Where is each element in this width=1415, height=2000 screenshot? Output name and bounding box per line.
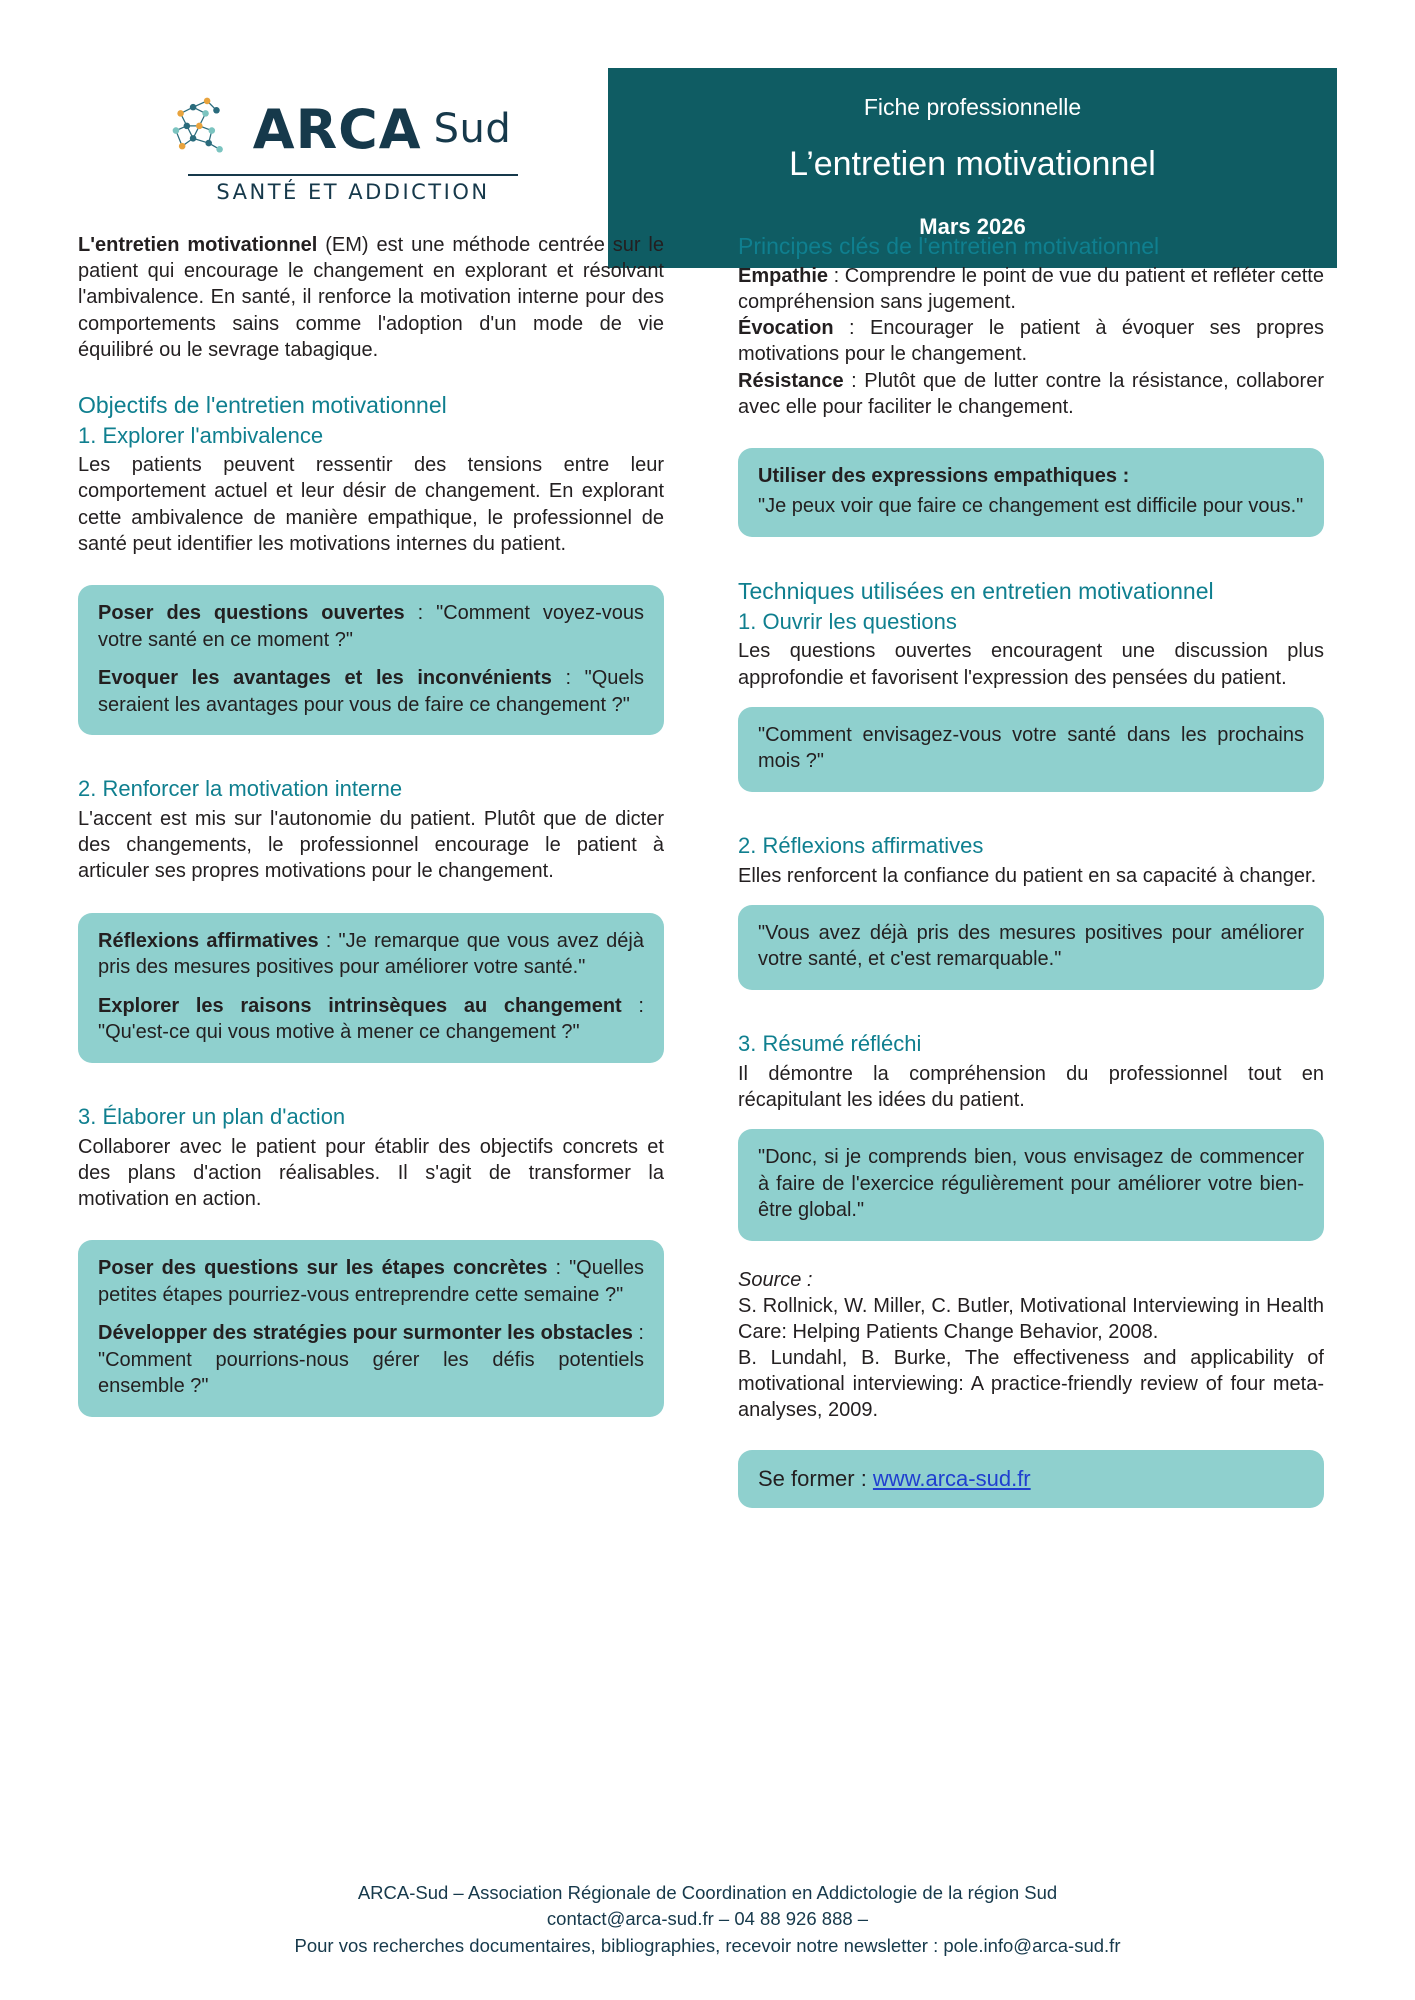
callout-text: "Je peux voir que faire ce changement est difficile pour vous." — [758, 495, 1304, 518]
objective-1-title: 1. Explorer l'ambivalence — [78, 422, 324, 448]
callout-objective-2 — [78, 913, 664, 1063]
principle-lead: Empathie — [738, 264, 829, 287]
logo-row — [165, 90, 511, 168]
callout-objective-1 — [78, 585, 664, 735]
objective-2-text: L'accent est mis sur l'autonomie du patient. Plutôt que de dicter des changements, le professionnel encourage le patient à articuler ses propres motivations pour le changement. — [78, 808, 664, 883]
principle-empathy — [738, 263, 1324, 315]
document-kicker: Fiche professionnelle — [863, 94, 1082, 120]
source-reference-2: B. Lundahl, B. Burke, The effectiveness and applicability of motivational interviewing: A practice-friendly review of four meta-analyses, 2009. — [738, 1347, 1324, 1422]
arca-sud-logo — [78, 68, 598, 204]
document-footer — [0, 1880, 1415, 1960]
content-columns — [78, 232, 1337, 1508]
arca-sud-website-link[interactable]: www.arca-sud.fr — [872, 1465, 1031, 1491]
callout-item — [98, 993, 644, 1046]
logo-name: ARCA — [252, 97, 422, 161]
molecule-network-icon — [165, 90, 243, 168]
right-column — [738, 232, 1324, 1508]
principles-heading: Principes clés de l'entretien motivationnel — [738, 233, 1160, 259]
document-header — [78, 0, 1337, 239]
callout-text: "Comment envisagez-vous votre santé dans les prochains mois ?" — [758, 723, 1304, 773]
callout-text: "Vous avez déjà pris des mesures positives pour améliorer votre santé, et c'est remarquable." — [758, 921, 1304, 971]
callout-text: : "Comment pourrions-nous gérer les défis potentiels ensemble ?" — [98, 1322, 644, 1398]
callout-item — [98, 600, 644, 653]
logo-tagline: SANTÉ ET ADDICTION — [216, 180, 490, 204]
callout-item — [98, 1255, 644, 1308]
callout-text: : "Quels seraient les avantages pour vous de faire ce changement ?" — [98, 667, 644, 716]
callout-item — [98, 928, 644, 981]
footer-line-2: contact@arca-sud.fr – 04 88 926 888 – — [546, 1908, 869, 1930]
callout-lead: Développer des stratégies pour surmonter les obstacles — [98, 1322, 633, 1345]
intro-paragraph — [78, 232, 664, 363]
callout-lead: Poser des questions sur les étapes concrètes — [98, 1257, 548, 1280]
technique-3-title: 3. Résumé réfléchi — [738, 1030, 922, 1056]
callout-item — [758, 463, 1304, 490]
footer-line-1: ARCA-Sud – Association Régionale de Coordination en Addictologie de la région Sud — [357, 1881, 1058, 1903]
callout-lead: Evoquer les avantages et les inconvénients — [98, 667, 552, 690]
objective-3-text: Collaborer avec le patient pour établir des objectifs concrets et des plans d'action réalisables. Il s'agit de transformer la motivation en action. — [78, 1135, 664, 1210]
objective-3-title: 3. Élaborer un plan d'action — [78, 1103, 346, 1129]
callout-item — [98, 1320, 644, 1400]
left-column — [78, 232, 664, 1508]
technique-1-title: 1. Ouvrir les questions — [738, 608, 957, 634]
logo-suffix: Sud — [433, 106, 512, 152]
principle-resistance — [738, 368, 1324, 420]
principle-evocation — [738, 315, 1324, 367]
callout-text: : "Comment voyez-vous votre santé en ce moment ?" — [98, 602, 644, 651]
callout-lead: Poser des questions ouvertes — [98, 602, 405, 625]
principle-text: : Encourager le patient à évoquer ses propres motivations pour le changement. — [738, 317, 1324, 366]
callout-item — [98, 665, 644, 718]
techniques-heading: Techniques utilisées en entretien motivationnel — [738, 578, 1214, 605]
callout-lead: Explorer les raisons intrinsèques au changement — [98, 994, 622, 1017]
technique-2-title: 2. Réflexions affirmatives — [738, 832, 984, 858]
callout-text: : "Quelles petites étapes pourriez-vous entreprendre cette semaine ?" — [98, 1257, 644, 1306]
training-cta[interactable] — [738, 1450, 1324, 1508]
technique-3-text: Il démontre la compréhension du professionnel tout en récapitulant les idées du patient. — [738, 1062, 1324, 1111]
cta-label: Se former : — [758, 1465, 873, 1491]
objective-1-text: Les patients peuvent ressentir des tensions entre leur comportement actuel et leur désir de changement. En explorant cette ambivalence de manière empathique, le professionnel de santé peut identifier les motivations internes du patient. — [78, 454, 664, 555]
intro-rest: (EM) est une méthode centrée sur le patient qui encourage le changement en explorant et résolvant l'ambivalence. En santé, il renforce la motivation interne pour des comportements sains comme l'adoption d'un mode de vie équilibré ou le sevrage tabagique. — [78, 234, 664, 361]
callout-text: : "Je remarque que vous avez déjà pris des mesures positives pour améliorer votre santé." — [98, 929, 644, 979]
callout-objective-3 — [78, 1240, 664, 1417]
callout-technique-2 — [738, 905, 1324, 990]
callout-lead: Utiliser des expressions empathiques : — [758, 464, 1130, 487]
principle-text: : Plutôt que de lutter contre la résistance, collaborer avec elle pour faciliter le changement. — [738, 369, 1324, 418]
document-date: Mars 2026 — [919, 214, 1026, 239]
technique-1-text: Les questions ouvertes encouragent une discussion plus approfondie et favorisent l'expression des pensées du patient. — [738, 640, 1324, 689]
technique-2-text: Elles renforcent la confiance du patient en sa capacité à changer. — [738, 864, 1317, 887]
source-reference-1: S. Rollnick, W. Miller, C. Butler, Motivational Interviewing in Health Care: Helping Patients Change Behavior, 2008. — [738, 1294, 1324, 1343]
objectives-heading: Objectifs de l'entretien motivationnel — [78, 391, 447, 418]
logo-divider — [188, 174, 518, 176]
objective-2-title: 2. Renforcer la motivation interne — [78, 776, 403, 802]
callout-empathy-expressions — [738, 448, 1324, 537]
callout-lead: Réflexions affirmatives — [98, 929, 319, 952]
footer-line-3: Pour vos recherches documentaires, bibliographies, recevoir notre newsletter : pole.info@arca-sud.fr — [294, 1935, 1121, 1957]
callout-technique-3 — [738, 1129, 1324, 1241]
callout-text: "Donc, si je comprends bien, vous envisagez de commencer à faire de l'exercice régulièrement pour améliorer votre bien-être global." — [758, 1145, 1304, 1222]
source-label: Source : — [738, 1268, 813, 1291]
callout-technique-1 — [738, 707, 1324, 792]
principle-text: : Comprendre le point de vue du patient et refléter cette compréhension sans jugement. — [738, 264, 1324, 313]
intro-lead: L'entretien motivationnel — [78, 234, 318, 256]
principle-lead: Évocation — [738, 317, 834, 340]
callout-text: : "Qu'est-ce qui vous motive à mener ce changement ?" — [98, 994, 644, 1044]
page-title: L’entretien motivationnel — [789, 145, 1156, 183]
principle-lead: Résistance — [738, 369, 844, 392]
